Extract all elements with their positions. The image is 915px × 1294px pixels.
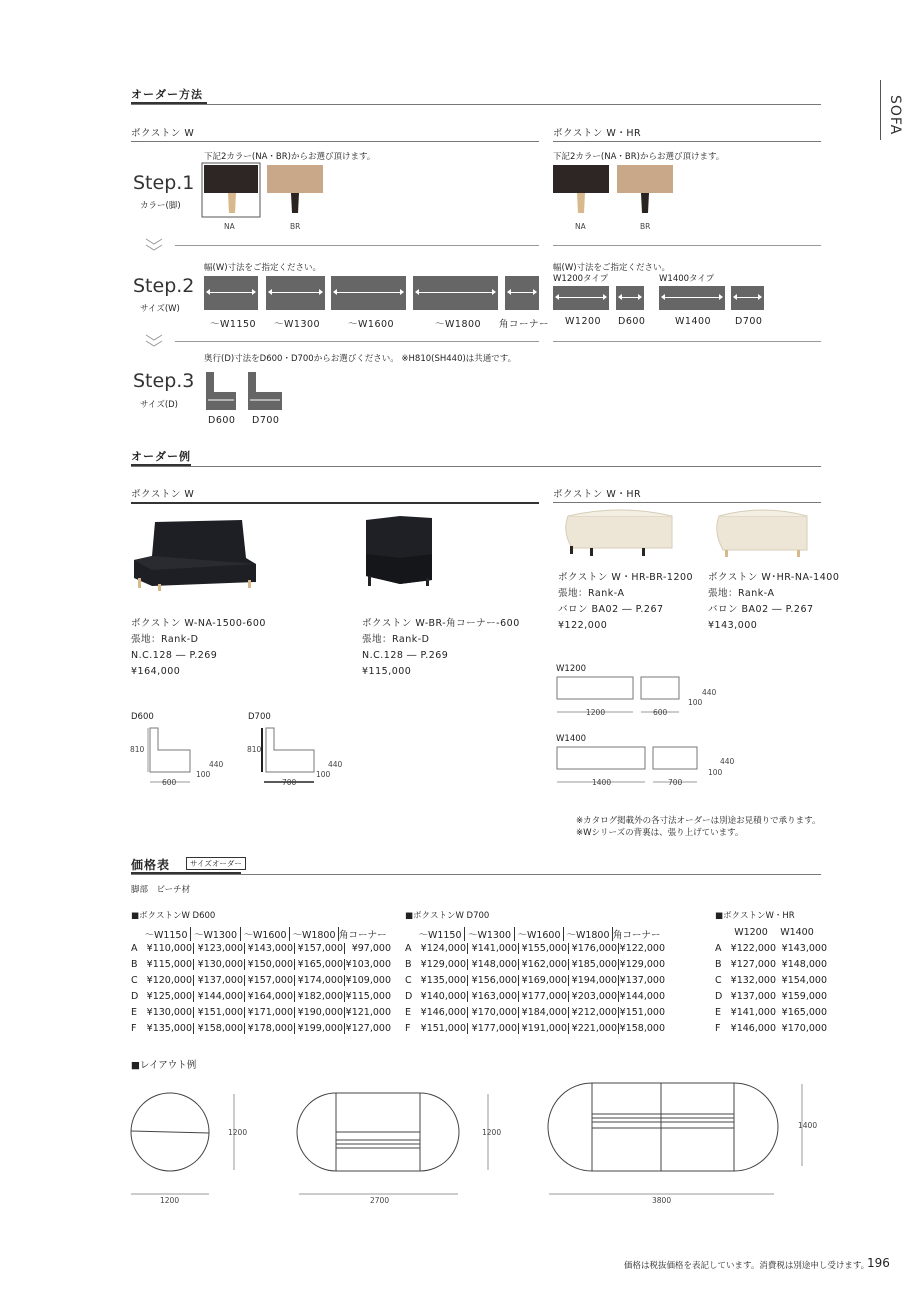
heading-rule — [553, 502, 821, 503]
price-cell: ¥143,000 — [781, 943, 827, 954]
price-cell: ¥121,000 — [345, 1007, 391, 1018]
depth-label-d600: D600 — [208, 415, 236, 426]
chevron-down-icon — [131, 332, 171, 352]
depth-d700-icon — [246, 370, 284, 412]
dim-h810: 810 — [130, 745, 145, 754]
price-cell: ¥137,000 — [193, 975, 244, 986]
sofa-na-1500-image — [130, 518, 260, 590]
price-cell: ¥158,000 — [193, 1023, 244, 1034]
product-fabric: 張地：Rank-D — [131, 634, 199, 645]
dim-h810: 810 — [247, 745, 262, 754]
price-cell: ¥170,000 — [781, 1023, 827, 1034]
price-cell: ¥115,000 — [345, 991, 391, 1002]
price-cell: ¥199,000 — [294, 1023, 344, 1034]
price-cell: ¥158,000 — [619, 1023, 665, 1034]
price-cell: ¥157,000 — [244, 975, 294, 986]
footnote: ※カタログ掲載外の各寸法オーダーは別途お見積りで承ります。 — [576, 816, 821, 826]
price-cell: ¥141,000 — [467, 943, 518, 954]
price-cell: ¥97,000 — [344, 943, 392, 954]
left-heading-rule — [131, 141, 539, 142]
left-model-heading: ボクストン W — [131, 128, 195, 139]
hr-type-1200: W1200タイプ — [553, 274, 609, 284]
price-cell: ¥163,000 — [467, 991, 518, 1002]
product-price: ¥143,000 — [708, 620, 758, 631]
rank-label: B — [131, 959, 138, 970]
table-row — [405, 991, 666, 1002]
color-swatch-br-hr — [617, 163, 673, 218]
price-cell: ¥129,000 — [420, 959, 466, 970]
price-cell: ¥157,000 — [294, 943, 344, 954]
price-cell: ¥130,000 — [146, 1007, 192, 1018]
side-tab-divider — [880, 80, 881, 140]
swatch-label-br: BR — [290, 222, 301, 231]
hr-label-1400: W1400 — [675, 316, 712, 327]
step1-note-hr: 下記2カラー(NA・BR)からお選び頂けます。 — [553, 152, 725, 162]
dim-h100: 100 — [708, 768, 723, 777]
product-name: ボクストン W-BR-角コーナー-600 — [362, 618, 520, 629]
table-row — [131, 991, 392, 1002]
width-bar-1150 — [204, 276, 258, 310]
side-tab-label: SOFA — [887, 95, 903, 136]
layout-oval-table — [298, 1092, 498, 1212]
price-cell: ¥127,000 — [730, 959, 776, 970]
rank-label: E — [131, 1007, 138, 1018]
table-header — [416, 927, 659, 941]
dim-a-h: 1200 — [228, 1128, 248, 1137]
layout-title: ■レイアウト例 — [131, 1060, 197, 1071]
product-card — [708, 570, 839, 634]
dim-w1400-label: W1400 — [556, 734, 587, 744]
rank-label: D — [405, 991, 413, 1002]
price-cell: ¥132,000 — [730, 975, 776, 986]
table-header — [142, 927, 385, 941]
col-header: ～W1300 — [190, 927, 240, 941]
dim-w700: 700 — [668, 778, 683, 787]
price-cell: ¥146,000 — [420, 1007, 466, 1018]
footnote: ※Wシリーズの背裏は、張り上げています。 — [576, 828, 744, 838]
dim-b-w: 2700 — [370, 1196, 390, 1205]
right-heading-rule — [553, 141, 821, 142]
price-cell: ¥191,000 — [518, 1023, 568, 1034]
table-row — [405, 1023, 666, 1034]
price-cell: ¥143,000 — [244, 943, 294, 954]
product-ref: N.C.128 ― P.269 — [362, 650, 449, 661]
depth-d600-icon — [204, 370, 238, 412]
product-card — [558, 570, 693, 634]
leg-material: 脚部 ビーチ材 — [131, 885, 191, 895]
price-cell: ¥140,000 — [420, 991, 466, 1002]
hr-bar-1400 — [659, 286, 725, 310]
price-cell: ¥123,000 — [193, 943, 244, 954]
step1-sub: カラー(脚) — [140, 201, 181, 211]
chevron-down-icon — [131, 236, 171, 256]
dim-h100: 100 — [688, 698, 703, 707]
price-cell: ¥185,000 — [568, 959, 618, 970]
col-header: W1400 — [780, 927, 814, 938]
price-cell: ¥129,000 — [619, 959, 665, 970]
step2-label: Step.2 — [133, 275, 195, 297]
col-header: ～W1150 — [418, 930, 462, 941]
swatch-label-na-hr: NA — [575, 222, 586, 231]
table-title: ■ボクストンW D600 — [131, 911, 216, 921]
product-name: ボクストン W・HR-BR-1200 — [558, 572, 694, 583]
hr-label-d700: D700 — [735, 316, 763, 327]
step-divider — [175, 245, 539, 246]
col-header: ～W1800 — [563, 927, 612, 941]
price-cell: ¥155,000 — [518, 943, 568, 954]
price-cell: ¥178,000 — [244, 1023, 294, 1034]
product-name: ボクストン W･HR-NA-1400 — [708, 572, 840, 583]
col-header: ～W1300 — [464, 927, 514, 941]
color-swatch-br — [267, 163, 323, 218]
price-cell: ¥146,000 — [730, 1023, 776, 1034]
price-cell: ¥151,000 — [420, 1023, 466, 1034]
price-cell: ¥120,000 — [146, 975, 192, 986]
product-card — [131, 616, 266, 680]
dim-d600-label: D600 — [131, 712, 154, 722]
price-cell: ¥122,000 — [730, 943, 776, 954]
width-bar-1600 — [331, 276, 406, 310]
price-cell: ¥141,000 — [730, 1007, 776, 1018]
price-cell: ¥174,000 — [294, 975, 344, 986]
dim-sh440: 440 — [209, 760, 224, 769]
rank-label: F — [405, 1023, 411, 1034]
table-row — [715, 975, 828, 986]
step2-note-hr: 幅(W)寸法をご指定ください。 — [553, 263, 671, 273]
rank-label: B — [405, 959, 412, 970]
col-header: ～W1600 — [514, 927, 563, 941]
width-label-1300: ～W1300 — [274, 319, 321, 330]
price-cell: ¥176,000 — [568, 943, 618, 954]
dim-sh440: 440 — [702, 688, 717, 697]
dim-w700: 700 — [282, 778, 297, 787]
product-price: ¥164,000 — [131, 666, 181, 677]
price-title: 価格表 — [131, 858, 171, 872]
sofa-br-corner-image — [360, 514, 440, 590]
dim-a-w: 1200 — [160, 1196, 180, 1205]
product-price: ¥122,000 — [558, 620, 608, 631]
price-cell: ¥203,000 — [568, 991, 618, 1002]
price-cell: ¥165,000 — [294, 959, 344, 970]
section-rule — [131, 466, 821, 467]
price-cell: ¥127,000 — [345, 1023, 391, 1034]
price-cell: ¥164,000 — [244, 991, 294, 1002]
table-title: ■ボクストンW D700 — [405, 911, 490, 921]
hr-bar-d700 — [731, 286, 764, 310]
price-cell: ¥171,000 — [244, 1007, 294, 1018]
col-header: ～W1800 — [289, 927, 338, 941]
step-divider-hr — [553, 341, 821, 342]
sofa-hr-1400-image — [713, 512, 813, 562]
product-ref: バロン BA02 ― P.267 — [558, 604, 664, 615]
dim-d700-label: D700 — [248, 712, 271, 722]
price-cell: ¥154,000 — [781, 975, 827, 986]
price-cell: ¥124,000 — [420, 943, 466, 954]
right-model-heading: ボクストン W・HR — [553, 128, 642, 139]
price-cell: ¥130,000 — [193, 959, 244, 970]
price-cell: ¥169,000 — [518, 975, 568, 986]
price-cell: ¥110,000 — [146, 943, 192, 954]
price-cell: ¥177,000 — [518, 991, 568, 1002]
dim-len1400: 1400 — [592, 778, 612, 787]
step-divider-hr — [553, 245, 821, 246]
price-cell: ¥165,000 — [781, 1007, 827, 1018]
step3-sub: サイズ(D) — [140, 400, 178, 410]
layout-large-oval-table — [548, 1082, 818, 1202]
table-row — [131, 1023, 392, 1034]
price-cell: ¥194,000 — [568, 975, 618, 986]
product-ref: バロン BA02 ― P.267 — [708, 604, 814, 615]
step3-note: 奥行(D)寸法をD600・D700からお選びください。 ※H810(SH440)は共通です。 — [204, 354, 517, 364]
price-cell: ¥122,000 — [619, 943, 665, 954]
dim-w600: 600 — [653, 708, 668, 717]
hr-type-1400: W1400タイプ — [659, 274, 715, 284]
table-row — [131, 959, 392, 970]
step1-label: Step.1 — [133, 172, 195, 194]
hr-bar-1200 — [553, 286, 609, 310]
product-card — [362, 616, 520, 680]
dim-c-h: 1400 — [798, 1121, 818, 1130]
col-header: ～W1150 — [144, 930, 188, 941]
step-divider — [175, 341, 539, 342]
col-header: W1200 — [734, 927, 768, 938]
dim-sh440: 440 — [720, 757, 735, 766]
rank-label: F — [715, 1023, 721, 1034]
price-cell: ¥190,000 — [294, 1007, 344, 1018]
table-row — [715, 943, 828, 954]
rank-label: C — [131, 975, 138, 986]
rank-label: A — [715, 943, 722, 954]
tax-note: 価格は税抜価格を表記しています。消費税は別途申し受けます。 — [624, 1261, 870, 1271]
price-cell: ¥162,000 — [518, 959, 568, 970]
example-right-model: ボクストン W・HR — [553, 489, 642, 500]
heading-rule-bold — [131, 502, 539, 504]
page-number: 196 — [867, 1256, 890, 1270]
table-title: ■ボクストンW・HR — [715, 911, 795, 921]
table-row — [405, 943, 666, 954]
hr-label-1200: W1200 — [565, 316, 602, 327]
price-cell: ¥221,000 — [568, 1023, 618, 1034]
rank-label: C — [405, 975, 412, 986]
color-swatch-na-hr — [553, 163, 609, 218]
price-cell: ¥109,000 — [345, 975, 391, 986]
rank-label: A — [405, 943, 412, 954]
price-cell: ¥148,000 — [781, 959, 827, 970]
product-name: ボクストン W-NA-1500-600 — [131, 618, 266, 629]
example-left-model: ボクストン W — [131, 489, 195, 500]
swatch-label-na: NA — [224, 222, 235, 231]
price-cell: ¥156,000 — [467, 975, 518, 986]
order-example-title: オーダー例 — [131, 450, 191, 463]
table-row — [131, 1007, 392, 1018]
width-bar-1300 — [266, 276, 325, 310]
table-row — [405, 975, 666, 986]
hr-label-d600: D600 — [618, 316, 646, 327]
size-order-badge: サイズオーダー — [186, 857, 246, 870]
width-label-corner: 角コーナー — [499, 319, 550, 330]
rank-label: E — [715, 1007, 722, 1018]
table-row — [131, 943, 392, 954]
hr-bar-d600 — [616, 286, 644, 310]
table-row — [715, 1007, 828, 1018]
step2-note: 幅(W)寸法をご指定ください。 — [204, 263, 322, 273]
table-row — [715, 991, 828, 1002]
rank-label: B — [715, 959, 722, 970]
table-header — [727, 927, 819, 938]
price-cell: ¥135,000 — [420, 975, 466, 986]
col-header: 角コーナー — [612, 927, 659, 941]
price-cell: ¥115,000 — [146, 959, 192, 970]
price-cell: ¥151,000 — [619, 1007, 665, 1018]
col-header: ～W1600 — [240, 927, 289, 941]
rank-label: E — [405, 1007, 412, 1018]
price-cell: ¥182,000 — [294, 991, 344, 1002]
product-fabric: 張地：Rank-D — [362, 634, 430, 645]
dim-w600: 600 — [162, 778, 177, 787]
dim-w1200-label: W1200 — [556, 664, 587, 674]
side-view-d600 — [130, 724, 230, 790]
sofa-hr-1200-image — [560, 512, 680, 562]
product-ref: N.C.128 ― P.269 — [131, 650, 218, 661]
price-cell: ¥170,000 — [467, 1007, 518, 1018]
order-method-title: オーダー方法 — [131, 88, 203, 101]
color-swatch-na — [202, 163, 260, 218]
price-cell: ¥184,000 — [518, 1007, 568, 1018]
dim-len1200: 1200 — [586, 708, 606, 717]
table-row — [405, 1007, 666, 1018]
table-row — [715, 959, 828, 970]
width-label-1150: ～W1150 — [210, 319, 257, 330]
layout-round-table — [130, 1092, 250, 1212]
product-fabric: 張地：Rank-A — [708, 588, 775, 599]
dim-h100: 100 — [316, 770, 331, 779]
price-cell: ¥103,000 — [345, 959, 391, 970]
step2-sub: サイズ(W) — [140, 304, 180, 314]
rank-label: D — [131, 991, 139, 1002]
rank-label: A — [131, 943, 138, 954]
rank-label: F — [131, 1023, 137, 1034]
price-cell: ¥137,000 — [619, 975, 665, 986]
dim-h100: 100 — [196, 770, 211, 779]
price-cell: ¥144,000 — [193, 991, 244, 1002]
rank-label: D — [715, 991, 723, 1002]
width-label-1800: ～W1800 — [435, 319, 482, 330]
product-fabric: 張地：Rank-A — [558, 588, 625, 599]
dim-b-h: 1200 — [482, 1128, 502, 1137]
dim-c-w: 3800 — [652, 1196, 672, 1205]
price-cell: ¥137,000 — [730, 991, 776, 1002]
hr-plan-1400 — [556, 746, 716, 790]
dim-sh440: 440 — [328, 760, 343, 769]
width-label-1600: ～W1600 — [348, 319, 395, 330]
table-row — [131, 975, 392, 986]
rank-label: C — [715, 975, 722, 986]
table-row — [405, 959, 666, 970]
price-cell: ¥144,000 — [619, 991, 665, 1002]
price-cell: ¥125,000 — [146, 991, 192, 1002]
col-header: 角コーナー — [338, 927, 385, 941]
table-row — [715, 1023, 828, 1034]
price-cell: ¥177,000 — [467, 1023, 518, 1034]
price-cell: ¥148,000 — [467, 959, 518, 970]
step1-note: 下記2カラー(NA・BR)からお選び頂けます。 — [204, 152, 376, 162]
section-rule — [131, 874, 821, 875]
section-rule — [131, 104, 821, 105]
price-cell: ¥212,000 — [568, 1007, 618, 1018]
depth-label-d700: D700 — [252, 415, 280, 426]
price-cell: ¥150,000 — [244, 959, 294, 970]
width-bar-1800 — [413, 276, 498, 310]
price-cell: ¥151,000 — [193, 1007, 244, 1018]
price-cell: ¥135,000 — [146, 1023, 192, 1034]
width-bar-corner — [505, 276, 539, 310]
step3-label: Step.3 — [133, 370, 195, 392]
swatch-label-br-hr: BR — [640, 222, 651, 231]
price-cell: ¥159,000 — [781, 991, 827, 1002]
product-price: ¥115,000 — [362, 666, 412, 677]
